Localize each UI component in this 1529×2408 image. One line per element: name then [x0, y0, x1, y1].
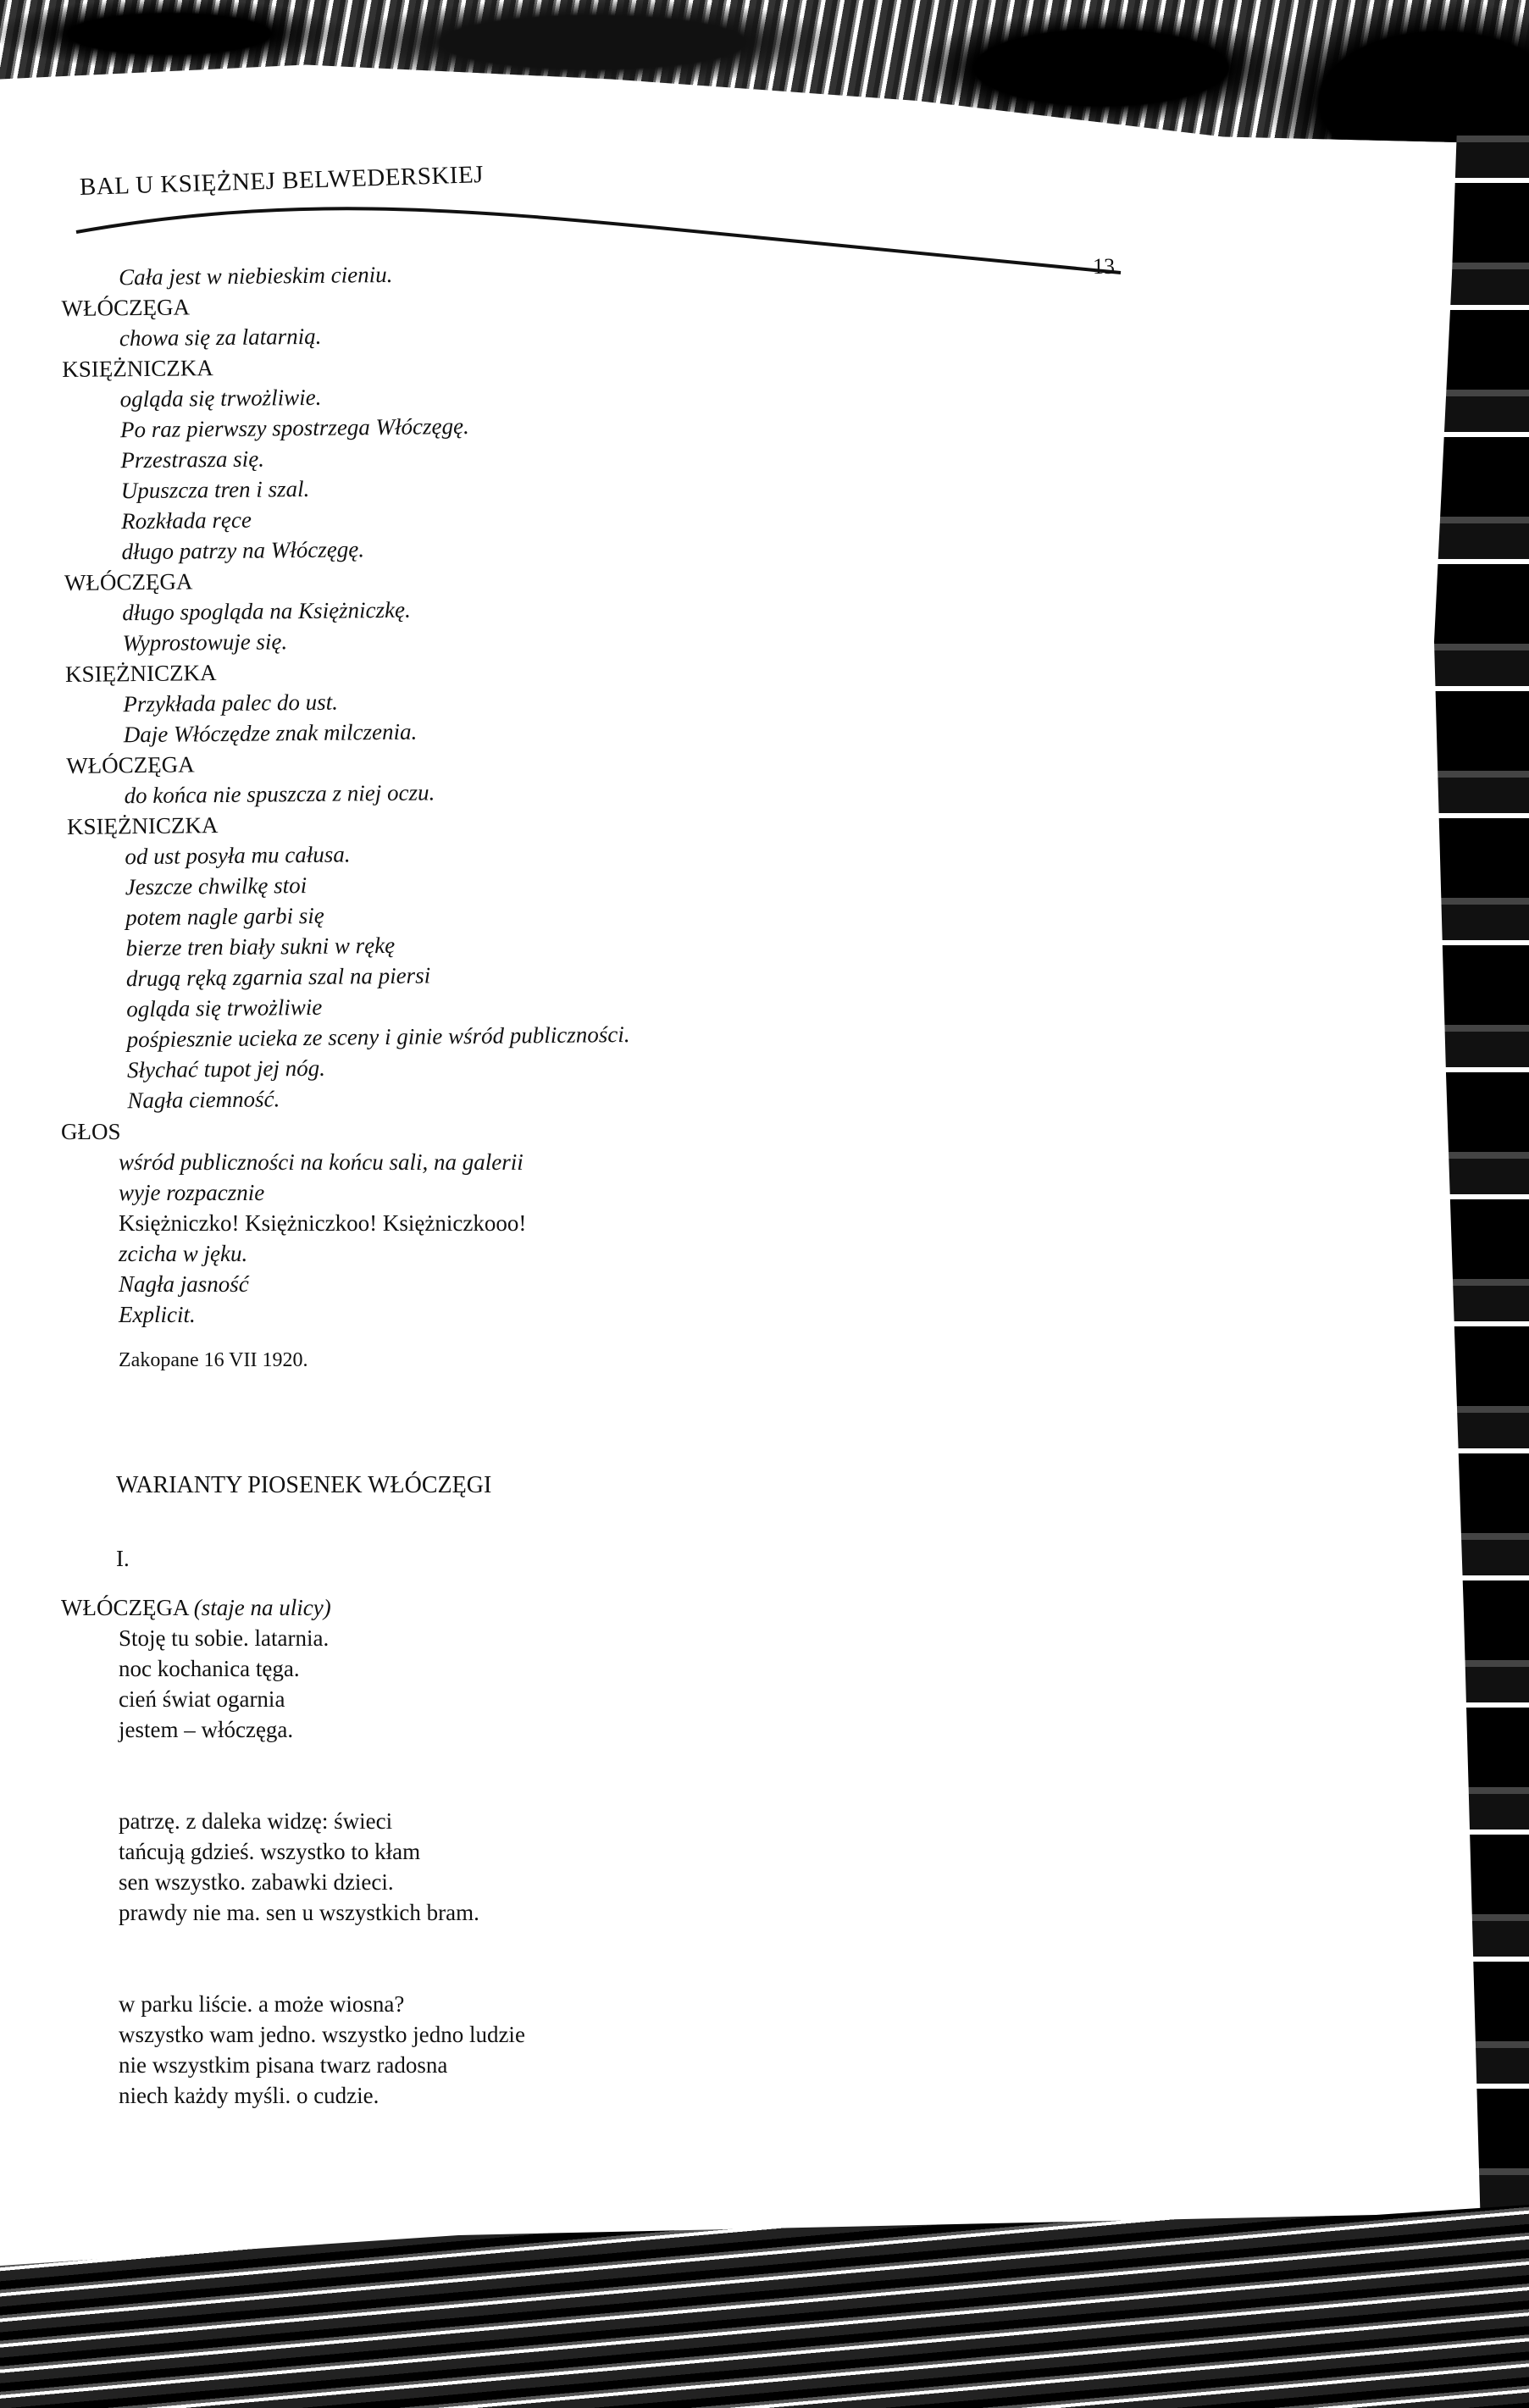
stage-direction: pośpiesznie ucieka ze sceny i ginie wśród publiczności.: [126, 1021, 630, 1053]
page-number: 13: [1093, 254, 1115, 279]
verse-line: wszystko wam jedno. wszystko jedno ludzie: [119, 2022, 525, 2047]
play-ending: [61, 249, 1340, 1116]
stage-direction: Rozkłada ręce: [121, 507, 252, 534]
speaker-line: [61, 1592, 1332, 1623]
scan-artifact-bottom: [0, 2205, 1529, 2408]
stage-direction: Przykłada palec do ust.: [123, 689, 339, 717]
stage-direction: Nagła ciemność.: [127, 1086, 280, 1114]
stage-direction: Daje Włóczędze znak milczenia.: [123, 718, 418, 748]
stage-direction: do końca nie spuszcza z niej oczu.: [124, 779, 435, 809]
stanza: [61, 1806, 1332, 1928]
verse-line: w parku liście. a może wiosna?: [119, 1991, 405, 2017]
date-line: Zakopane 16 VII 1920.: [119, 1349, 308, 1371]
speaker: KSIĘŻNICZKA: [66, 812, 219, 839]
verse-line: tańcują gdzieś. wszystko to kłam: [119, 1839, 421, 1864]
scan-artifact-top: [0, 0, 1529, 144]
scan-artifact-right-edge: [1410, 102, 1529, 2261]
page-text: [61, 263, 1332, 2111]
stage-direction: wśród publiczności na końcu sali, na galerii: [119, 1149, 524, 1175]
stage-direction: chowa się za latarnią.: [119, 323, 322, 352]
stage-direction: Cała jest w niebieskim cieniu.: [119, 261, 393, 291]
stage-direction: długo patrzy na Włóczęgę.: [121, 536, 365, 565]
stage-direction: Wyprostowuje się.: [122, 628, 288, 656]
dialogue-line: Księżniczko! Księżniczkoo! Księżniczkooo!: [119, 1210, 527, 1236]
stage-direction: długo spogląda na Księżniczkę.: [122, 596, 411, 626]
speaker: WŁÓCZĘGA: [66, 751, 195, 778]
verse-line: cień świat ogarnia: [119, 1686, 285, 1712]
stage-direction: Jeszcze chwilkę stoi: [125, 872, 307, 900]
stage-direction: drugą ręką zgarnia szal na piersi: [125, 962, 431, 992]
verse-line: sen wszystko. zabawki dzieci.: [119, 1869, 394, 1895]
stage-direction: od ust posyła mu całusa.: [125, 841, 351, 870]
verse-line: noc kochanica tęga.: [119, 1656, 300, 1681]
stage-direction: Nagła jasność: [119, 1271, 249, 1297]
running-head: BAL U KSIĘŻNEJ BELWEDERSKIEJ: [79, 161, 485, 201]
verse-line: patrzę. z daleka widzę: świeci: [119, 1808, 393, 1834]
section-title: WARIANTY PIOSENEK WŁÓCZĘGI: [116, 1472, 492, 1498]
stage-direction: Upuszcza tren i szal.: [120, 475, 310, 504]
stage-direction: potem nagle garbi się: [125, 902, 324, 931]
speaker: KSIĘŻNICZKA: [62, 355, 213, 382]
stage-direction: Przestrasza się.: [120, 446, 265, 473]
stage-direction: Explicit.: [119, 1302, 196, 1327]
verse-line: nie wszystkim pisana twarz radosna: [119, 2052, 448, 2078]
speaker: WŁÓCZĘGA: [61, 1595, 188, 1620]
stage-direction: ogląda się trwożliwie: [126, 994, 323, 1022]
speaker: GŁOS: [61, 1119, 121, 1144]
verse-line: Stoję tu sobie. latarnia.: [119, 1625, 330, 1651]
stanza: [61, 1989, 1332, 2111]
stanza: [61, 1623, 1332, 1745]
stage-direction: ogląda się trwożliwie.: [119, 384, 322, 412]
stage-direction: Słychać tupot jej nóg.: [126, 1055, 326, 1083]
section-number: I.: [116, 1546, 130, 1571]
speaker: WŁÓCZĘGA: [64, 568, 193, 595]
speaker: KSIĘŻNICZKA: [64, 660, 217, 687]
stage-direction: wyje rozpacznie: [119, 1180, 265, 1205]
stage-direction: zcicha w jęku.: [119, 1241, 248, 1266]
stage-direction: (staje na ulicy): [193, 1595, 331, 1620]
speaker: WŁÓCZĘGA: [61, 294, 191, 321]
stage-direction: bierze tren biały sukni w rękę: [125, 932, 396, 961]
stage-direction: Po raz pierwszy spostrzega Włóczęgę.: [119, 412, 469, 443]
verse-line: prawdy nie ma. sen u wszystkich bram.: [119, 1900, 479, 1925]
verse-line: niech każdy myśli. o cudzie.: [119, 2083, 379, 2108]
verse-line: jestem – włóczęga.: [119, 1717, 294, 1742]
